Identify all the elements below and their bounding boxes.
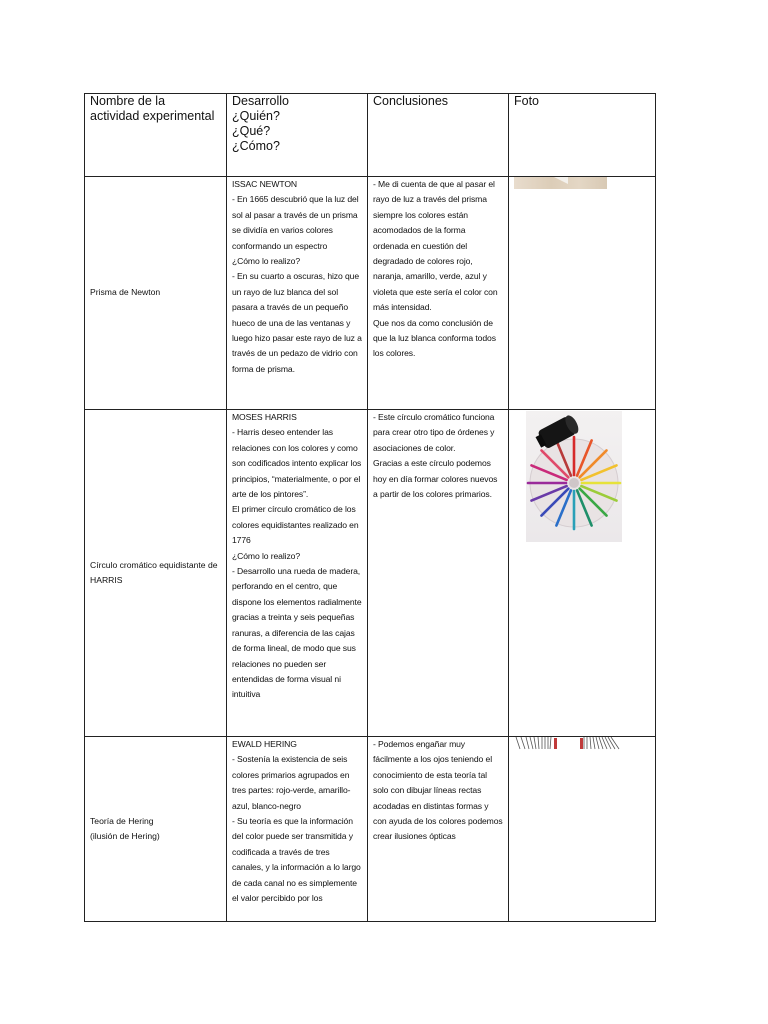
header-activity-name: Nombre de la actividad experimental [85,94,227,177]
table-row [85,410,656,737]
color-wheel-image [526,411,622,542]
table-row [85,737,656,922]
row-name-harris: Círculo cromático equidistante de HARRIS [85,410,227,737]
color-wheel-photo [526,411,622,542]
hering-illusion-photo [514,737,624,751]
row-conclusions-harris: - Este círculo cromático funciona para crear otro tipo de órdenes y asociaciones de color. Gracias a este círculo podemos hoy en día formar colores nuevos a partir de los colores primarios. [368,410,509,737]
prism-photo [514,177,607,189]
row-name-newton: Prisma de Newton [85,177,227,410]
row-development-harris: MOSES HARRIS - Harris deseo entender las relaciones con los colores y como son codificados intento explicar los principios, “materialmente, o por el arte de los pintores”. El primer círculo cromático de los colores equidistantes realizado en 1776 ¿Cómo lo realizo? - Desarrollo una rueda de madera, perforando en el centro, que dispone los elementos radialmente gracias a treinta y seis pequeñas ranuras, a diferencia de las cajas de forma lineal, de modo que sus relaciones no pueden ser entendidas de forma visual ni intuitiva [227,410,368,737]
row-conclusions-newton: - Me di cuenta de que al pasar el rayo de luz a través del prisma siempre los colores están acomodados de la forma ordenada en cuestión del degradado de colores rojo, naranja, amarillo, verde, azul y violeta que este sería el color con más intensidad. Que nos da como conclusión de que la luz blanca conforma todos los colores. [368,177,509,410]
header-conclusions: Conclusiones [368,94,509,177]
hering-lines-image [514,737,624,751]
row-development-hering: EWALD HERING - Sostenía la existencia de seis colores primarios agrupados en tres partes: rojo-verde, amarillo-azul, blanco-negro - Su teoría es que la información del color puede ser transmitida y codificada a través de tres canales, y la información a lo largo de cada canal no es simplemente el valor percibido por los [227,737,368,922]
header-development: Desarrollo ¿Quién? ¿Qué? ¿Cómo? [227,94,368,177]
row-name-hering: Teoría de Hering (ilusión de Hering) [85,737,227,922]
table-header-row [85,94,656,177]
row-photo-hering [509,737,656,922]
row-photo-harris [509,410,656,737]
row-development-newton: ISSAC NEWTON - En 1665 descubrió que la luz del sol al pasar a través de un prisma se dividía en varios colores conformando un espectro ¿Cómo lo realizo? - En su cuarto a oscuras, hizo que un rayo de luz blanca del sol pasara a través de un pequeño hueco de una de las ventanas y luego hizo pasar este rayo de luz a través de un pedazo de vidrio con forma de prisma. [227,177,368,410]
header-photo: Foto [509,94,656,177]
row-conclusions-hering: - Podemos engañar muy fácilmente a los ojos teniendo el conocimiento de esta teoría tal solo con dibujar líneas rectas acodadas en distintas formas y con ayuda de los colores podemos crear ilusiones ópticas [368,737,509,922]
experiment-table [84,93,656,922]
table-row [85,177,656,410]
row-photo-newton [509,177,656,410]
